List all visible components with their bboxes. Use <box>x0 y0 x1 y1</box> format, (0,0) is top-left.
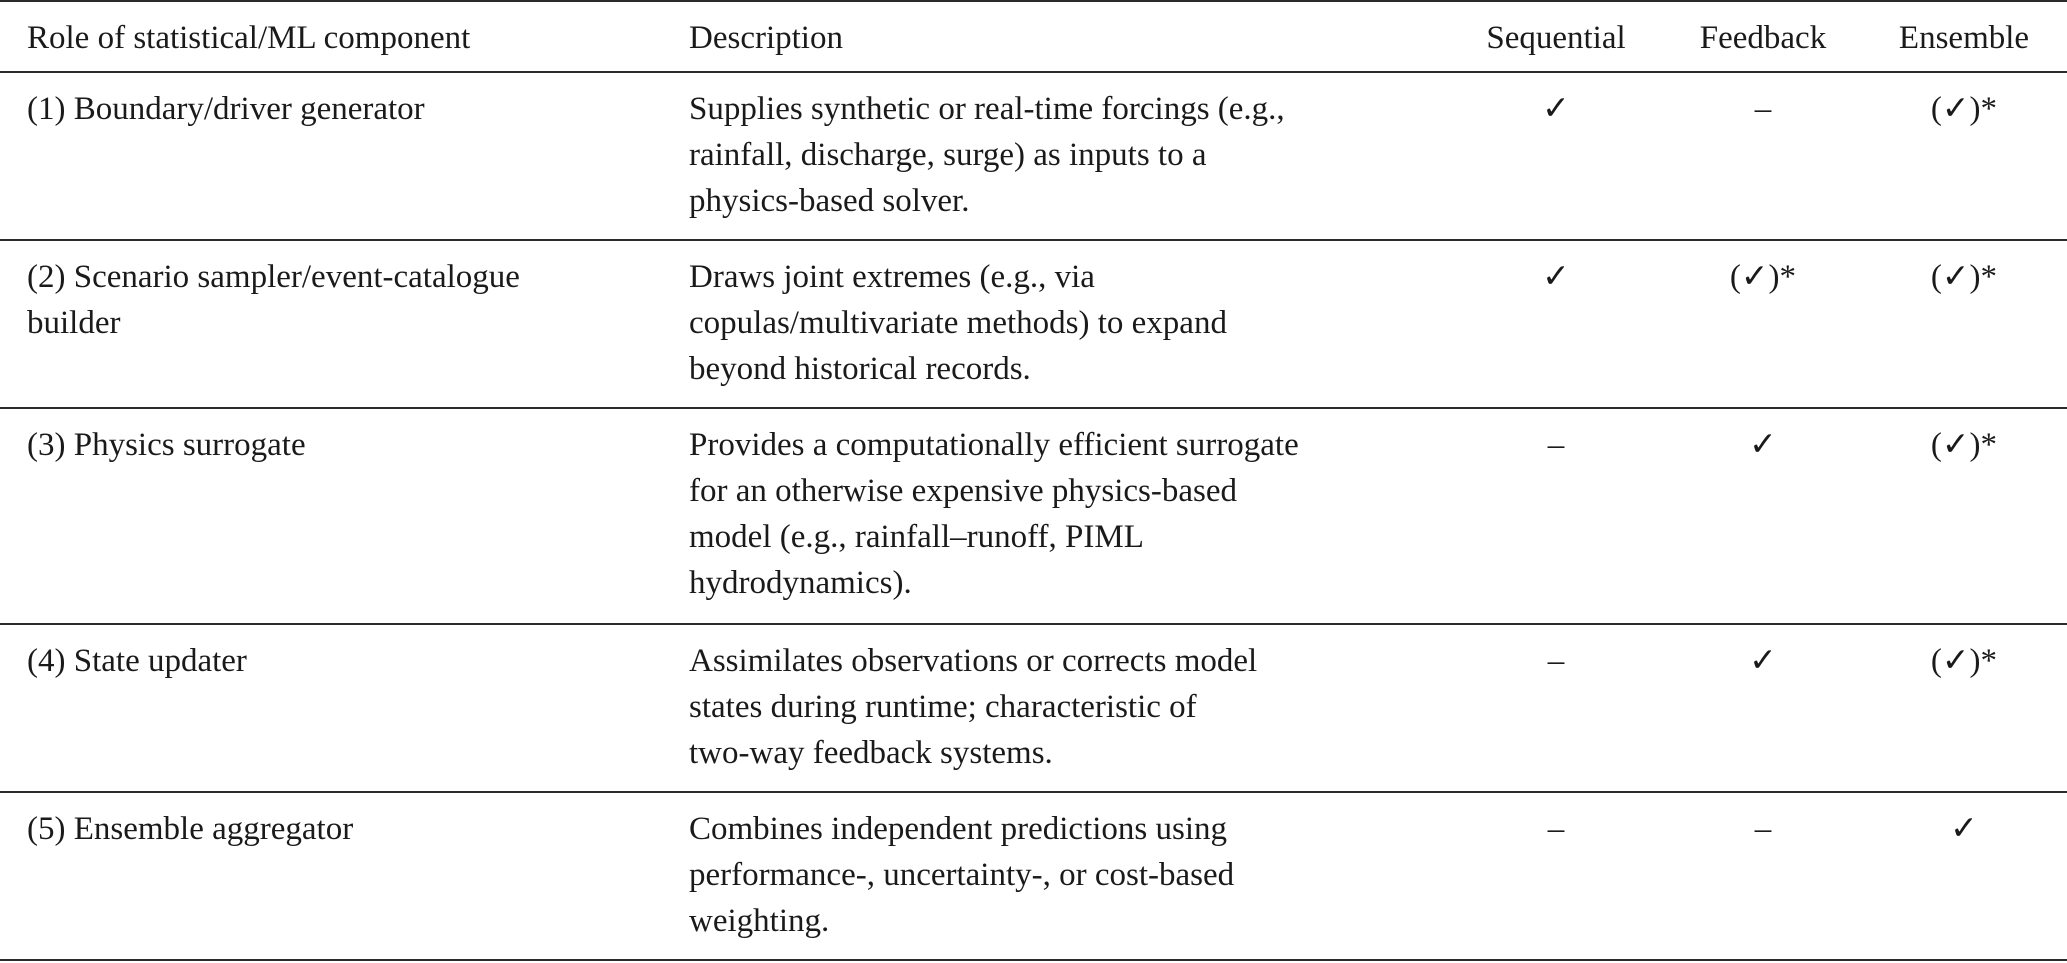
role-line: (3) Physics surrogate <box>27 427 306 463</box>
description-line: Provides a computationally efficient surrogate <box>689 427 1299 463</box>
description-line: hydrodynamics). <box>689 565 912 601</box>
feedback-mark: (✓)* <box>1729 259 1797 295</box>
description-line: copulas/multivariate methods) to expand <box>689 305 1227 341</box>
role-line: (2) Scenario sampler/event-catalogue <box>27 259 520 295</box>
header-role: Role of statistical/ML component <box>27 20 471 56</box>
description-line: Combines independent predictions using <box>689 811 1228 847</box>
role-cell <box>27 254 667 346</box>
description-cell <box>689 254 1409 392</box>
sequential-mark: ✓ <box>1542 259 1570 295</box>
role-cell <box>27 806 667 852</box>
table-row <box>0 241 2067 409</box>
sequential-mark: – <box>1547 427 1565 463</box>
ensemble-mark: (✓)* <box>1930 259 1998 295</box>
header-description: Description <box>689 20 843 56</box>
table-row <box>0 625 2067 793</box>
description-line: physics-based solver. <box>689 183 970 219</box>
description-cell <box>689 86 1409 224</box>
description-line: model (e.g., rainfall–runoff, PIML <box>689 519 1144 555</box>
ensemble-mark: (✓)* <box>1930 427 1998 463</box>
ensemble-mark: ✓ <box>1950 811 1978 847</box>
description-line: rainfall, discharge, surge) as inputs to a <box>689 137 1207 173</box>
table-row <box>0 73 2067 241</box>
feedback-mark: – <box>1754 91 1772 127</box>
role-cell <box>27 422 667 468</box>
role-cell <box>27 86 667 132</box>
feedback-mark: – <box>1754 811 1772 847</box>
feedback-mark: ✓ <box>1749 427 1777 463</box>
feedback-mark: ✓ <box>1749 643 1777 679</box>
ensemble-mark: (✓)* <box>1930 643 1998 679</box>
description-line: Draws joint extremes (e.g., via <box>689 259 1095 295</box>
description-line: Assimilates observations or corrects model <box>689 643 1258 679</box>
description-line: states during runtime; characteristic of <box>689 689 1197 725</box>
role-line: (1) Boundary/driver generator <box>27 91 425 127</box>
description-line: beyond historical records. <box>689 351 1031 387</box>
description-line: Supplies synthetic or real-time forcings (e.g., <box>689 91 1285 127</box>
sequential-mark: ✓ <box>1542 91 1570 127</box>
role-line: (5) Ensemble aggregator <box>27 811 354 847</box>
description-line: weighting. <box>689 903 830 939</box>
description-line: for an otherwise expensive physics-based <box>689 473 1237 509</box>
ensemble-mark: (✓)* <box>1930 91 1998 127</box>
header-feedback: Feedback <box>1699 20 1827 56</box>
sequential-mark: – <box>1547 643 1565 679</box>
description-line: two-way feedback systems. <box>689 735 1053 771</box>
sequential-mark: – <box>1547 811 1565 847</box>
role-cell <box>27 638 667 684</box>
role-line: (4) State updater <box>27 643 247 679</box>
table-row <box>0 409 2067 625</box>
description-line: performance-, uncertainty-, or cost-based <box>689 857 1235 893</box>
table-row <box>0 793 2067 961</box>
table-header-row <box>0 0 2067 73</box>
description-cell <box>689 806 1409 944</box>
header-ensemble: Ensemble <box>1898 20 2030 56</box>
description-cell <box>689 422 1409 606</box>
header-sequential: Sequential <box>1486 20 1626 56</box>
role-line: builder <box>27 305 121 341</box>
description-cell <box>689 638 1409 776</box>
